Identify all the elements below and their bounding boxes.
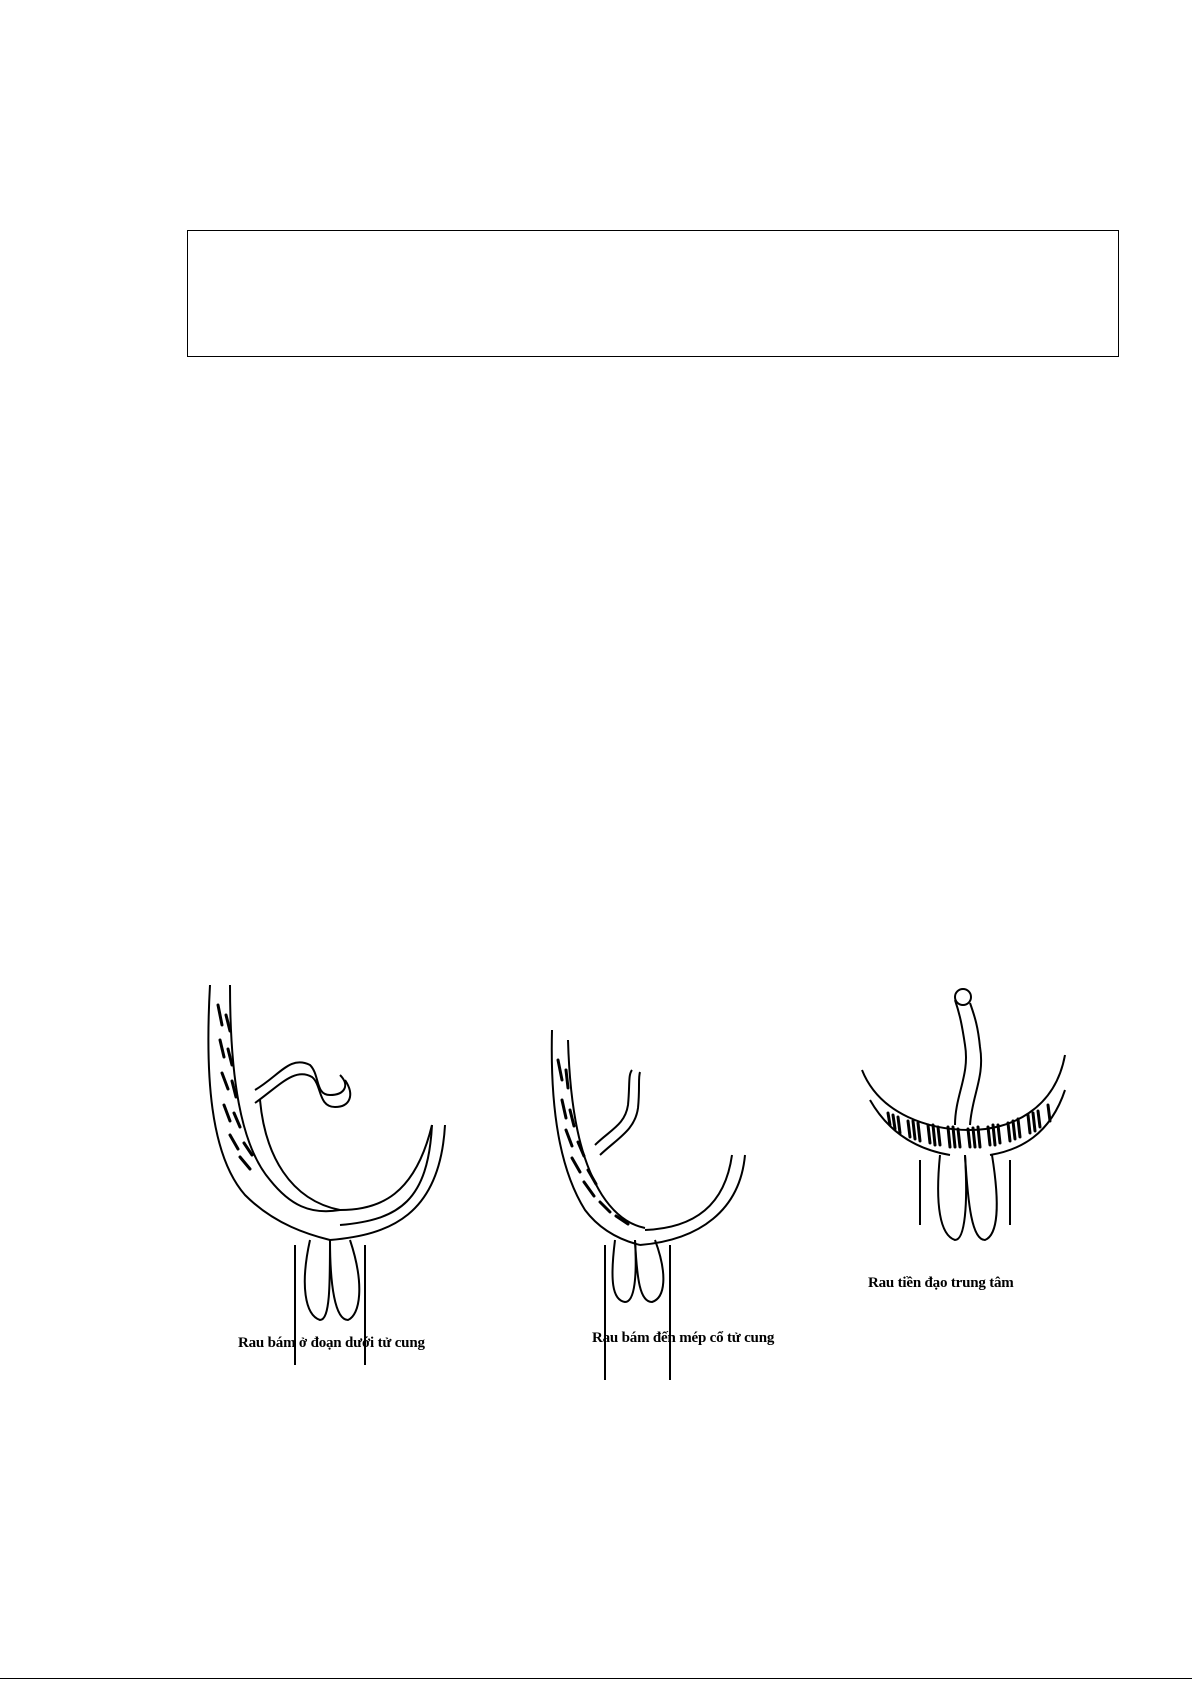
figure-marginal-placenta — [540, 1030, 780, 1380]
uterus-illustration-2 — [540, 1030, 780, 1380]
figure-caption-low-lying: Rau bám ở đoạn dưới tử cung — [238, 1335, 425, 1351]
uterus-illustration-3 — [860, 985, 1080, 1325]
figure-central-placenta — [860, 985, 1080, 1325]
empty-frame-box — [187, 230, 1119, 357]
figure-low-lying-placenta — [200, 985, 460, 1365]
figure-caption-marginal: Rau bám đến mép cổ tử cung — [592, 1330, 775, 1346]
uterus-illustration-1 — [200, 985, 460, 1365]
page-bottom-rule — [0, 1678, 1192, 1679]
figure-caption-central: Rau tiền đạo trung tâm — [868, 1275, 1014, 1291]
